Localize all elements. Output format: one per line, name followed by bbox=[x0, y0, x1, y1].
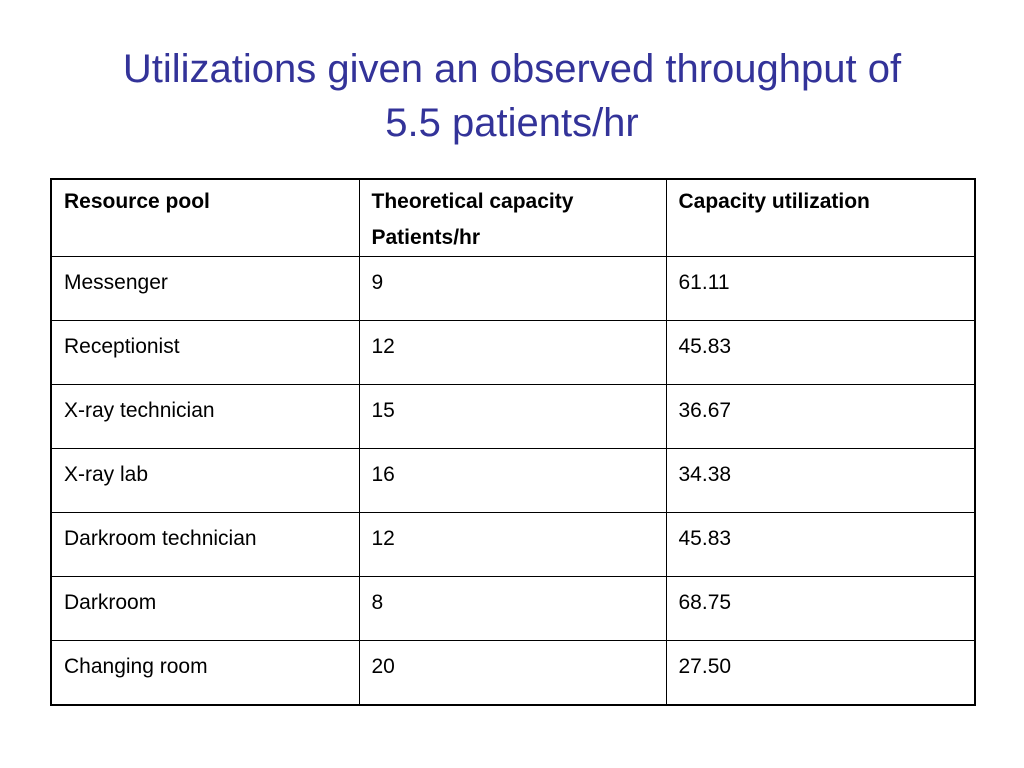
cell-theoretical-capacity: 12 bbox=[359, 321, 666, 385]
header-label: Theoretical capacity bbox=[371, 190, 574, 213]
table-row bbox=[51, 513, 975, 577]
cell-resource-pool: Changing room bbox=[51, 641, 359, 706]
cell-resource-pool: Messenger bbox=[51, 257, 359, 321]
header-capacity-utilization bbox=[666, 179, 975, 257]
cell-capacity-utilization: 27.50 bbox=[666, 641, 975, 706]
header-resource-pool bbox=[51, 179, 359, 257]
slide-title bbox=[40, 42, 984, 150]
header-label: Capacity utilization bbox=[678, 190, 870, 213]
cell-capacity-utilization: 61.11 bbox=[666, 257, 975, 321]
table-row bbox=[51, 321, 975, 385]
cell-theoretical-capacity: 12 bbox=[359, 513, 666, 577]
header-theoretical-capacity bbox=[359, 179, 666, 257]
slide-title-line-1: Utilizations given an observed throughput of bbox=[122, 47, 902, 91]
cell-theoretical-capacity: 15 bbox=[359, 385, 666, 449]
table-header bbox=[51, 179, 975, 257]
table-row bbox=[51, 641, 975, 706]
cell-capacity-utilization: 45.83 bbox=[666, 321, 975, 385]
table-row bbox=[51, 257, 975, 321]
header-label: Resource pool bbox=[64, 190, 210, 213]
header-row bbox=[51, 179, 975, 257]
cell-resource-pool: Darkroom bbox=[51, 577, 359, 641]
table-row bbox=[51, 449, 975, 513]
cell-resource-pool: Darkroom technician bbox=[51, 513, 359, 577]
cell-resource-pool: X-ray technician bbox=[51, 385, 359, 449]
cell-resource-pool: Receptionist bbox=[51, 321, 359, 385]
table-body bbox=[51, 257, 975, 706]
cell-capacity-utilization: 34.38 bbox=[666, 449, 975, 513]
cell-capacity-utilization: 68.75 bbox=[666, 577, 975, 641]
header-unit: Patients/hr bbox=[371, 226, 481, 249]
cell-theoretical-capacity: 20 bbox=[359, 641, 666, 706]
utilization-table bbox=[50, 178, 976, 706]
cell-theoretical-capacity: 9 bbox=[359, 257, 666, 321]
cell-theoretical-capacity: 16 bbox=[359, 449, 666, 513]
cell-capacity-utilization: 45.83 bbox=[666, 513, 975, 577]
cell-theoretical-capacity: 8 bbox=[359, 577, 666, 641]
slide-title-line-2: 5.5 patients/hr bbox=[385, 101, 639, 145]
cell-resource-pool: X-ray lab bbox=[51, 449, 359, 513]
cell-capacity-utilization: 36.67 bbox=[666, 385, 975, 449]
table-row bbox=[51, 385, 975, 449]
table-row bbox=[51, 577, 975, 641]
